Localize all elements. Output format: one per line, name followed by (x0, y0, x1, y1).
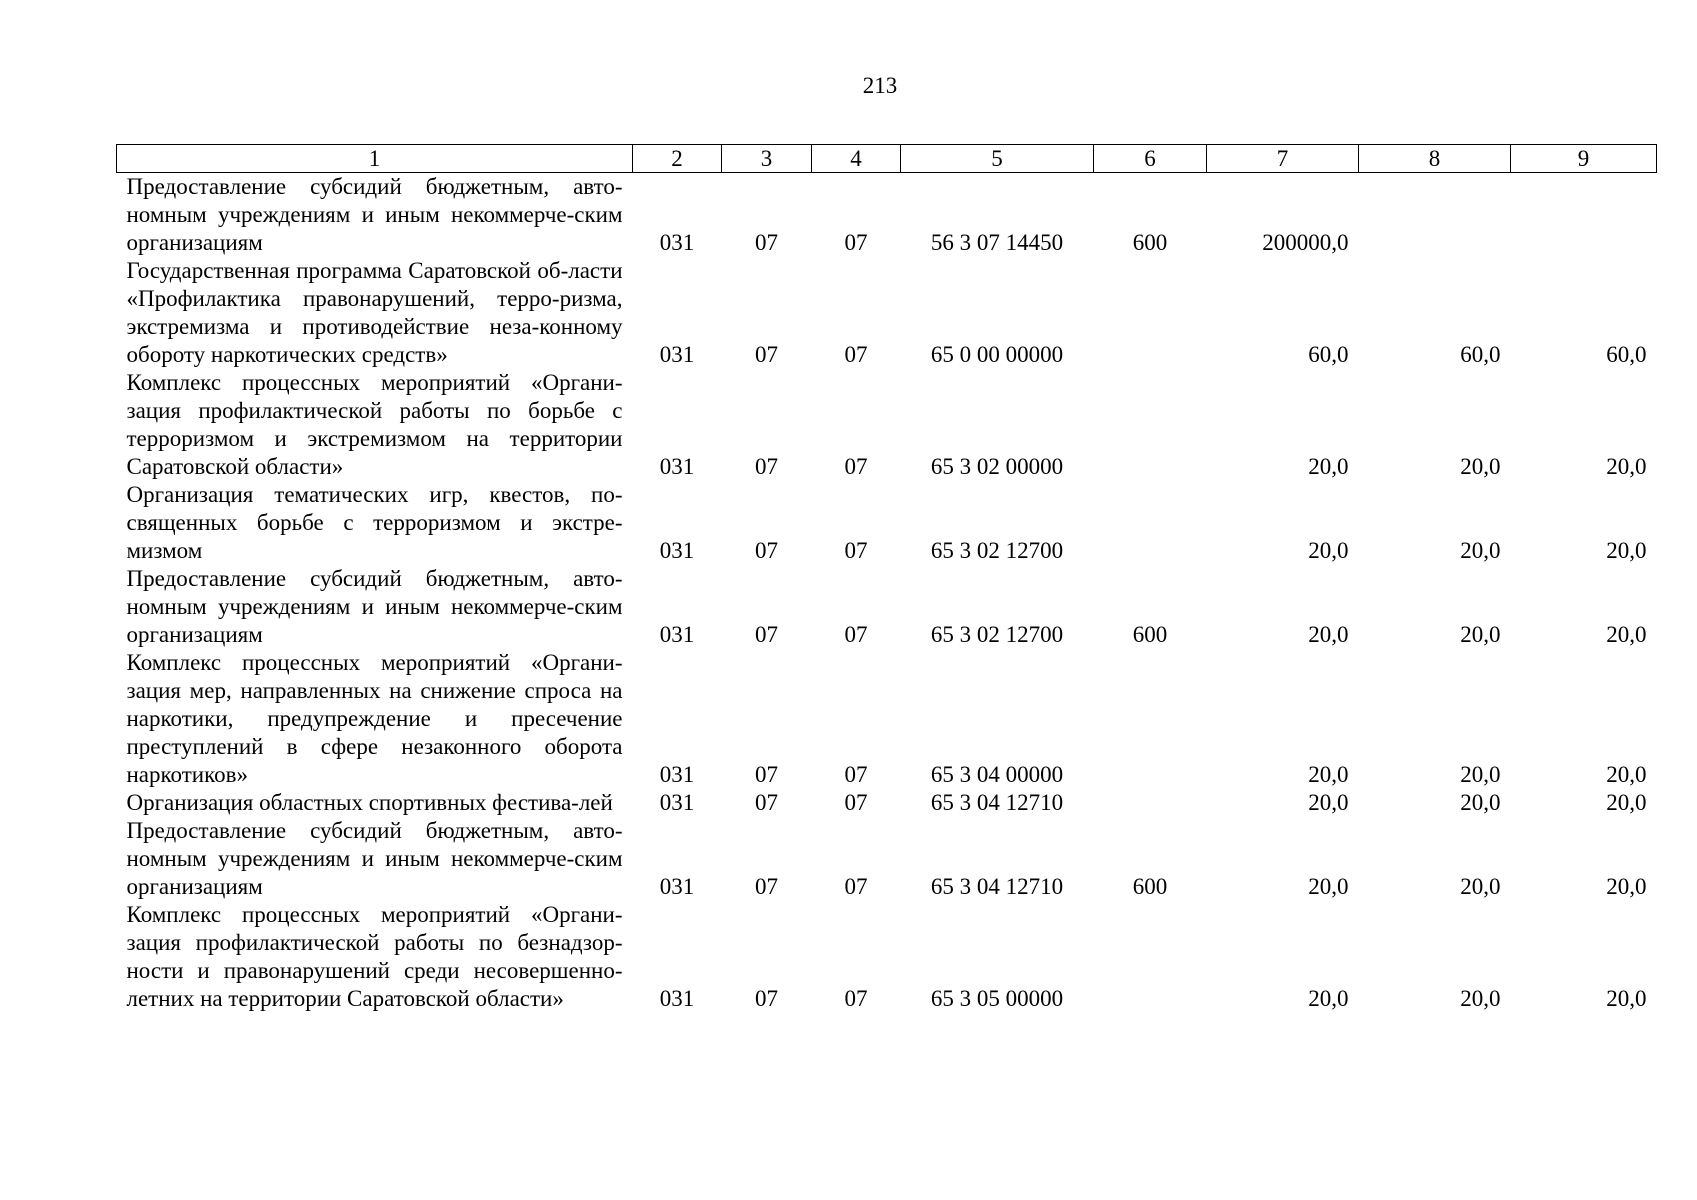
table-row (117, 565, 1657, 649)
row-name-cell: Организация тематических игр, квестов, по-священных борьбе с терроризмом и экстре-мизмом (126, 482, 623, 563)
row-name-cell: Комплекс процессных мероприятий «Органи-зация профилактической работы по борьбе с терроризмом и экстремизмом на территории Саратовской области» (126, 370, 623, 479)
header-row (117, 145, 1657, 173)
row-col5-cell: 65 3 02 00000 (930, 454, 1064, 479)
row-col3-cell: 07 (755, 622, 778, 647)
column-header: 3 (722, 145, 812, 173)
row-col6-cell: 600 (1132, 230, 1168, 255)
row-col3-cell: 07 (755, 538, 778, 563)
row-col8-cell: 20,0 (1460, 874, 1501, 899)
row-col4-cell: 07 (844, 762, 868, 787)
table-row (117, 789, 1657, 817)
row-col7-cell: 20,0 (1308, 622, 1349, 647)
row-col5-cell: 65 3 02 12700 (930, 622, 1064, 647)
page-number: 213 (862, 73, 898, 98)
row-col7-cell: 20,0 (1308, 538, 1349, 563)
row-col3-cell: 07 (755, 342, 778, 367)
row-name-cell: Организация областных спортивных фестива-лей (126, 790, 613, 815)
row-name-cell: Предоставление субсидий бюджетным, авто-номным учреждениям и иным некоммерче-ским организациям (126, 818, 623, 899)
row-col3-cell: 07 (755, 874, 778, 899)
table-row (117, 901, 1657, 1013)
column-header: 7 (1207, 145, 1359, 173)
table-row (117, 173, 1657, 258)
table-row (117, 817, 1657, 901)
row-col6-cell: 600 (1132, 874, 1168, 899)
row-col8-cell: 20,0 (1460, 454, 1501, 479)
column-header: 9 (1511, 145, 1657, 173)
row-col5-cell: 65 3 04 12710 (930, 874, 1064, 899)
row-col3-cell: 07 (755, 762, 778, 787)
row-col4-cell: 07 (844, 874, 868, 899)
row-col7-cell: 20,0 (1308, 986, 1349, 1011)
row-col2-cell: 031 (659, 538, 695, 563)
row-col6-cell (1094, 369, 1207, 481)
row-col6-cell (1094, 649, 1207, 789)
row-col3-cell: 07 (755, 790, 778, 815)
row-col2-cell: 031 (659, 762, 695, 787)
row-col7-cell: 60,0 (1308, 342, 1349, 367)
row-col2-cell: 031 (659, 230, 695, 255)
row-col4-cell: 07 (844, 454, 868, 479)
row-name-cell: Комплекс процессных мероприятий «Органи-зация профилактической работы по безнадзор-ности и правонарушений среди несовершенно-летних на территории Саратовской области» (126, 902, 623, 1011)
row-col5-cell: 65 3 04 12710 (930, 790, 1064, 815)
column-header: 4 (812, 145, 901, 173)
column-header: 8 (1359, 145, 1511, 173)
row-col5-cell: 65 3 05 00000 (930, 986, 1064, 1011)
row-col6-cell (1094, 257, 1207, 369)
row-col8-cell: 20,0 (1460, 622, 1501, 647)
row-col8-cell: 20,0 (1460, 762, 1501, 787)
row-col9-cell: 20,0 (1606, 874, 1647, 899)
row-col5-cell: 65 3 02 12700 (930, 538, 1064, 563)
table-row (117, 257, 1657, 369)
row-col9-cell: 20,0 (1606, 762, 1647, 787)
row-col2-cell: 031 (659, 342, 695, 367)
row-name-cell: Предоставление субсидий бюджетным, авто-номным учреждениям и иным некоммерче-ским организациям (126, 174, 623, 255)
row-col5-cell: 65 3 04 00000 (930, 762, 1064, 787)
row-col9-cell: 20,0 (1606, 538, 1647, 563)
row-col4-cell: 07 (844, 986, 868, 1011)
row-col7-cell: 20,0 (1308, 790, 1349, 815)
column-header: 1 (117, 145, 633, 173)
row-name-cell: Комплекс процессных мероприятий «Органи-зация мер, направленных на снижение спроса на наркотики, предупреждение и пресечение преступлений в сфере незаконного оборота наркотиков» (126, 650, 623, 787)
row-col2-cell: 031 (659, 986, 695, 1011)
row-col2-cell: 031 (659, 790, 695, 815)
table-row (117, 481, 1657, 565)
row-col5-cell: 56 3 07 14450 (930, 230, 1064, 255)
row-col8-cell: 20,0 (1460, 790, 1501, 815)
row-col9-cell: 20,0 (1606, 454, 1647, 479)
row-col2-cell: 031 (659, 874, 695, 899)
row-col3-cell: 07 (755, 230, 778, 255)
row-name-cell: Предоставление субсидий бюджетным, авто-номным учреждениям и иным некоммерче-ским организациям (126, 566, 623, 647)
row-col3-cell: 07 (755, 986, 778, 1011)
row-col4-cell: 07 (844, 790, 868, 815)
column-header: 5 (901, 145, 1094, 173)
row-col9-cell: 20,0 (1606, 622, 1647, 647)
row-col2-cell: 031 (659, 622, 695, 647)
row-col7-cell: 20,0 (1308, 762, 1349, 787)
row-col6-cell (1094, 789, 1207, 817)
table-row (117, 369, 1657, 481)
table-row (117, 649, 1657, 789)
row-col9-cell: 20,0 (1606, 986, 1647, 1011)
row-col7-cell: 20,0 (1308, 454, 1349, 479)
row-col5-cell: 65 0 00 00000 (930, 342, 1064, 367)
row-col9-cell: 60,0 (1606, 342, 1647, 367)
row-col9-cell: 20,0 (1606, 790, 1647, 815)
row-col8-cell: 20,0 (1460, 986, 1501, 1011)
row-col4-cell: 07 (844, 342, 868, 367)
row-col8-cell: 20,0 (1460, 538, 1501, 563)
row-col7-cell: 200000,0 (1262, 230, 1349, 255)
budget-table (116, 144, 1657, 1013)
row-col4-cell: 07 (844, 230, 868, 255)
row-col8-cell (1359, 173, 1511, 258)
row-col8-cell: 60,0 (1460, 342, 1501, 367)
row-col6-cell (1094, 901, 1207, 1013)
row-col3-cell: 07 (755, 454, 778, 479)
column-header: 2 (633, 145, 722, 173)
table-body (117, 173, 1657, 1014)
row-col4-cell: 07 (844, 538, 868, 563)
row-col9-cell (1511, 173, 1657, 258)
row-name-cell: Государственная программа Саратовской об-ласти «Профилактика правонарушений, терро-ризма, экстремизма и противодействие неза-конному обороту наркотических средств» (126, 258, 623, 367)
row-col7-cell: 20,0 (1308, 874, 1349, 899)
row-col2-cell: 031 (659, 454, 695, 479)
row-col6-cell: 600 (1132, 622, 1168, 647)
row-col4-cell: 07 (844, 622, 868, 647)
row-col6-cell (1094, 481, 1207, 565)
column-header: 6 (1094, 145, 1207, 173)
